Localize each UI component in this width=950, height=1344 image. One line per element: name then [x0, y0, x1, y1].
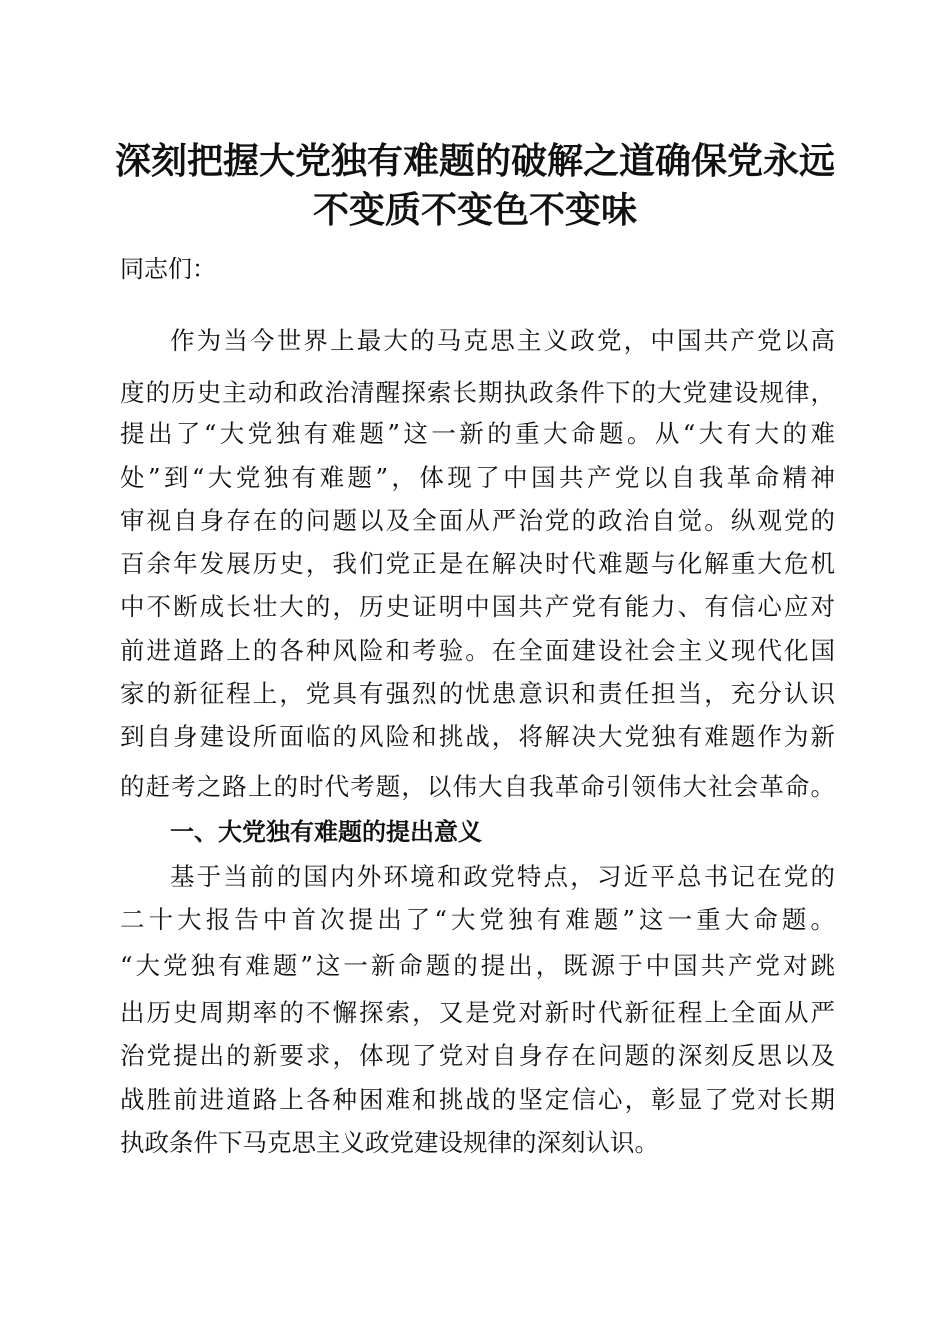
paragraph-line: 的赶考之路上的时代考题，以伟大自我革命引领伟大社会革命。 — [120, 772, 835, 801]
paragraph-line: 家的新征程上，党具有强烈的忧患意识和责任担当，充分认识 — [120, 679, 835, 708]
paragraph-line: 二十大报告中首次提出了“大党独有难题”这一重大命题。 — [120, 905, 835, 934]
section-heading: 一、大党独有难题的提出意义 — [170, 818, 482, 846]
paragraph-line: 到自身建设所面临的风险和挑战，将解决大党独有难题作为新 — [120, 722, 835, 751]
paragraph-line: 度的历史主动和政治清醒探索长期执政条件下的大党建设规律， — [120, 378, 835, 407]
paragraph-line: 前进道路上的各种风险和考验。在全面建设社会主义现代化国 — [120, 636, 835, 665]
paragraph-line: 审视自身存在的问题以及全面从严治党的政治自觉。纵观党的 — [120, 506, 835, 535]
paragraph-line: 作为当今世界上最大的马克思主义政党，中国共产党以高 — [170, 326, 835, 355]
paragraph-line: 中不断成长壮大的，历史证明中国共产党有能力、有信心应对 — [120, 592, 835, 621]
paragraph-line: 出历史周期率的不懈探索，又是党对新时代新征程上全面从严 — [120, 998, 835, 1027]
paragraph-line: 治党提出的新要求，体现了党对自身存在问题的深刻反思以及 — [120, 1041, 835, 1070]
document-title-line-1: 深刻把握大党独有难题的破解之道确保党永远 — [114, 140, 835, 182]
paragraph-line: “大党独有难题”这一新命题的提出，既源于中国共产党对跳 — [120, 951, 835, 980]
paragraph-line: 基于当前的国内外环境和政党特点，习近平总书记在党的 — [170, 862, 835, 891]
paragraph-line: 战胜前进道路上各种困难和挑战的坚定信心，彰显了党对长期 — [120, 1085, 835, 1114]
document-title-line-2: 不变质不变色不变味 — [312, 189, 637, 231]
greeting: 同志们： — [120, 255, 216, 283]
paragraph-line: 百余年发展历史，我们党正是在解决时代难题与化解重大危机 — [120, 549, 835, 578]
paragraph-line: 处”到“大党独有难题”，体现了中国共产党以自我革命精神 — [120, 463, 835, 492]
paragraph-line: 执政条件下马克思主义政党建设规律的深刻认识。 — [120, 1128, 659, 1157]
paragraph-line: 提出了“大党独有难题”这一新的重大命题。从“大有大的难 — [120, 419, 835, 448]
